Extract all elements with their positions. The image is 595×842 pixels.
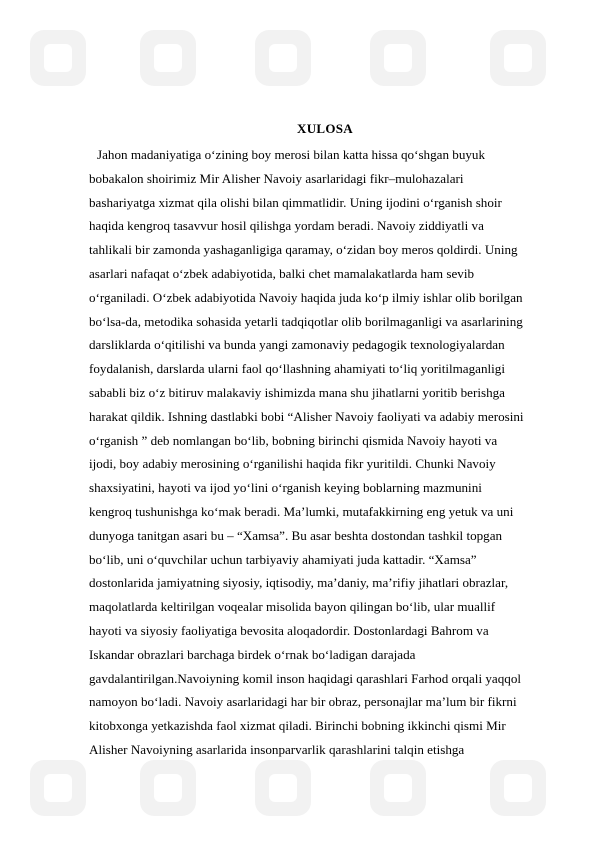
text-line: Jahon madaniyatiga o‘zining boy merosi bilan katta hissa qo‘shgan buyuk [97,147,486,162]
text-line: kitobxonga yetkazishda faol xizmat qiladi. Birinchi bobning ikkinchi qismi Mir [89,718,506,734]
document-page [89,117,551,762]
page-title: XULOSA [297,121,353,136]
text-line: o‘rganish ” deb nomlangan bo‘lib, bobning birinchi qismida Navoiy hayoti va [89,432,498,448]
text-line: maqolatlarda keltirilgan voqealar misolida bayon qilingan bo‘lib, ular muallif [89,599,496,615]
text-line: bashariyatga xizmat qila olishi bilan qimmatlidir. Uning ijodini o‘rganish shoir [89,194,502,210]
text-line: sababli biz o‘z bitiruv malakaviy ishimizda mana shu jihatlarni yoritib berishga [89,384,505,400]
text-line: harakat qildik. Ishning dastlabki bobi “Alisher Navoiy faoliyati va adabiy merosini [89,408,524,424]
text-line: hayoti va siyosiy faoliyatiga bevosita aloqadordir. Dostonlardagi Bahrom va [89,622,489,638]
text-line: bo‘lib, uni o‘quvchilar uchun tarbiyaviy ahamiyati juda kattadir. “Xamsa” [89,551,477,567]
text-line: foydalanish, darslarda ularni faol qo‘llashning ahamiyati to‘liq yoritilmaganligi [89,361,505,377]
text-line: o‘rganiladi. O‘zbek adabiyotida Navoiy haqida juda ko‘p ilmiy ishlar olib borilgan [89,289,523,305]
text-line: darsliklarda o‘qitilishi va bunda yangi zamonaviy pedagogik texnologiyalardan [89,337,505,353]
text-line: dunyoga tanitgan asari bu – “Xamsa”. Bu asar beshta dostondan tashkil topgan [89,527,503,543]
text-line: bo‘lsa-da, metodika sohasida yetarli tadqiqotlar olib borilmaganligi va asarlarining [89,313,523,329]
text-line: asarlari nafaqat o‘zbek adabiyotida, balki chet mamalakatlarda ham sevib [89,265,474,281]
text-line: tahlikali bir zamonda yashaganligiga qaramay, o‘zidan boy meros qoldirdi. Uning [89,242,518,258]
body-text [89,143,551,762]
text-line: namoyon bo‘ladi. Navoiy asarlaridagi har bir obraz, personajlar ma’lum bir fikrni [89,694,517,710]
text-line: kengroq tushunishga ko‘mak beradi. Ma’lumki, mutafakkirning eng yetuk va uni [89,503,514,519]
text-line: Alisher Navoiyning asarlarida insonparvarlik qarashlarini talqin etishga [89,741,465,757]
text-line: dostonlarida jamiyatning siyosiy, iqtisodiy, ma’daniy, ma’rifiy jihatlari obrazlar, [89,575,509,591]
text-line: gavdalantirilgan.Navoiyning komil inson haqidagi qarashlari Farhod orqali yaqqol [89,670,521,686]
text-line: ijodi, boy adabiy merosining o‘rganilishi haqida fikr yuritildi. Chunki Navoiy [89,456,496,472]
text-line: Iskandar obrazlari barchaga birdek o‘rnak bo‘ladigan darajada [89,646,416,662]
text-line: shaxsiyatini, hayoti va ijod yo‘lini o‘rganish keying boblarning mazmunini [89,480,482,496]
text-line: haqida kengroq tasavvur hosil qilishga yordam beradi. Navoiy ziddiyatli va [89,218,484,234]
text-line: bobakalon shoirimiz Mir Alisher Navoiy asarlaridagi fikr–mulohazalari [89,170,464,186]
